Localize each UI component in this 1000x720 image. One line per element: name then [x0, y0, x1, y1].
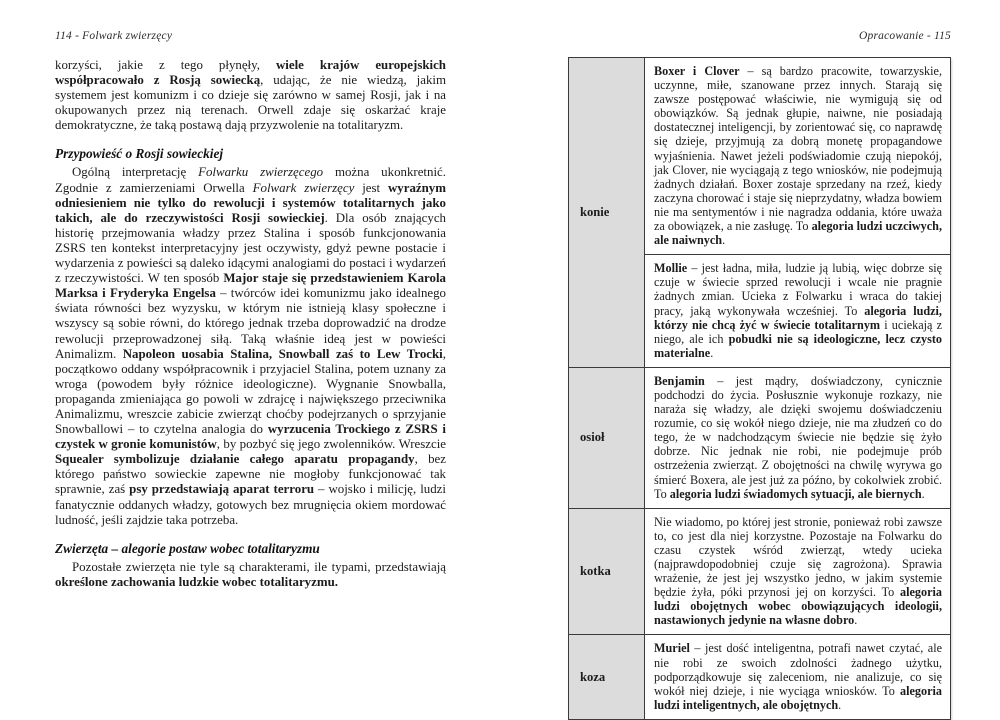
characters-table: [568, 57, 951, 720]
page-right: [568, 30, 951, 720]
table-row: [569, 367, 951, 508]
description-muriel: Muriel – jest dość inteligentna, potrafi nawet czytać, ale nie robi ze swoich zdolności żadnego użytku, podporządkowuje się zaleceniom, nie analizuje, co się wokół niej dzieje, i nie wyciąga wniosków. To alegoria ludzi inteligentnych, ale obojętnych.: [645, 635, 951, 719]
paragraph-intro: korzyści, jakie z tego płynęły, wiele krajów europejskich współpracowało z Rosją sowiecką, udając, że nie wiedzą, jakim systemem jest komunizm i co dzieje się zarówno w samej Rosji, jak i na okupowanych przez nią terenach. Orwell zdaje się oskarżać kraje demokratyczne, że taką postawą dają przyzwolenie na totalitaryzm.: [55, 58, 447, 133]
heading-animals: Zwierzęta – alegorie postaw wobec totalitaryzmu: [55, 540, 320, 556]
animal-label-osiol: osioł: [569, 367, 645, 508]
table-row: [569, 58, 951, 255]
animal-label-kotka: kotka: [569, 508, 645, 635]
page-left: [55, 30, 446, 590]
running-head-left: 114 - Folwark zwierzęcy: [55, 30, 173, 42]
heading-parable: Przypowieść o Rosji sowieckiej: [55, 146, 224, 162]
animal-label-koza: koza: [569, 635, 645, 719]
description-mollie: Mollie – jest ładna, miła, ludzie ją lubią, więc dobrze się czuje w świecie sprzed rewolucji i wcale nie pragnie żadnych zmian. Ucieka z Folwarku i wraca do takiej pracy, jaką wykonywała wcześniej. To alegoria ludzi, którzy nie chcą żyć w świecie totalitarnym i uciekają z niego, ale ich pobudki nie są ideologiczne, lecz czysto materialne.: [645, 255, 951, 368]
description-boxer-clover: Boxer i Clover – są bardzo pracowite, towarzyskie, uczynne, miłe, szanowane przez innych. Starają się zawsze postępować właściwie, nie wymigują się od obowiązków. Są jednak głupie, naiwne, nie posiadają dostatecznej inteligencji, by zorientować się, co naprawdę się dzieje, przyjmują za dobrą monetę propagandowe wyjaśnienia. Nawet jeżeli podświadomie czują niepokój, jak Clover, nie wyciągają z tego wniosków, nie podejmują żadnych działań. Boxer zostaje sprzedany na rzeź, kiedy zaczyna chorować i staje się nieprzydatny, władza bowiem nie ma sentymentów i nie nagradza oddania, które uważa za obowiązek, a nie zasługę. To alegoria ludzi uczciwych, ale naiwnych.: [645, 58, 951, 255]
table-row: [569, 508, 951, 635]
description-benjamin: Benjamin – jest mądry, doświadczony, cynicznie podchodzi do życia. Posłusznie wykonuje rozkazy, nie naraża się władzy, ale dzięki swojemu doświadczeniu rozumie, co się wokół niego dzieje, nie ma złudzeń co do tego, że w nadchodzącym świecie nie będzie się żyło dobrze. Nic jednak nie robi, nie podejmuje prób ostrzeżenia zwierząt. Z obojętności na chwilę wyrywa go śmierć Boxera, ale jest już za późno, by cokolwiek zrobić. To alegoria ludzi świadomych sytuacji, ale biernych.: [645, 367, 951, 508]
paragraph-animals: Pozostałe zwierzęta nie tyle są charakterami, ile typami, przedstawiają określone zachowania ludzkie wobec totalitaryzmu.: [55, 559, 446, 589]
animal-label-konie: konie: [569, 58, 645, 368]
description-kotka: Nie wiadomo, po której jest stronie, ponieważ robi zawsze to, co jest dla niej korzystne. Pozostaje na Folwarku do czasu czystek wśród zwierząt, wtedy ucieka (najprawdopodobniej czuje się zagrożona). Sprawia wrażenie, że jest jej wszystko jedno, w jakim systemie będzie żyła, póki przynosi jej on korzyści. To alegoria ludzi obojętnych wobec obowiązujących ideologii, nastawionych jedynie na własne dobro.: [645, 508, 951, 635]
running-head-right: Opracowanie - 115: [859, 30, 951, 42]
paragraph-interpretation: Ogólną interpretację Folwarku zwierzęcego można ukonkretnić. Zgodnie z zamierzeniami Orwella Folwark zwierzęcy jest wyraźnym odniesieniem nie tylko do rewolucji i systemów totalitarnych jako takich, ale do rzeczywistości Rosji sowieckiej. Dla osób znających historię przejmowania władzy przez Stalina i sposób funkcjonowania ZSRS ten kontekst interpretacyjny jest oczywisty, gdyż pewne postacie i wydarzenia z powieści są daleko idącymi analogiami do postaci i wydarzeń z rzeczywistości. W ten sposób Major staje się przedstawieniem Karola Marksa i Fryderyka Engelsa – twórców idei komunizmu jako idealnego świata równości bez wyzysku, w którym nie istnieją klasy społeczne i wszyscy są sobie równi, do którego jednak trzeba doprowadzić na drodze rewolucji przeprowadzonej siłą. Taką właśnie ideą jest w powieści Animalizm. Napoleon uosabia Stalina, Snowball zaś to Lew Trocki, początkowo oddany współpracownik i przyjaciel Stalina, potem uznany za wroga (powodem były różnice ideologiczne). Wygnanie Snowballa, propaganda zmieniająca go powoli w zdrajcę i największego przeciwnika Animalizmu, wreszcie zabicie zwierząt choćby podejrzanych o sprzyjanie Snowballowi – to czytelna analogia do wyrzucenia Trockiego z ZSRS i czystek w gronie komunistów, by pozbyć się jego zwolenników. Wreszcie Squealer symbolizuje działanie całego aparatu propagandy, bez którego państwo sowieckie zapewne nie mogłoby funkcjonować tak sprawnie, zaś psy przedstawiają aparat terroru – wojsko i milicję, ludzi fanatycznie oddanych władzy, gotowych bez mrugnięcia okiem mordować ludność, jeśli zajdzie taka potrzeba.: [55, 165, 446, 527]
